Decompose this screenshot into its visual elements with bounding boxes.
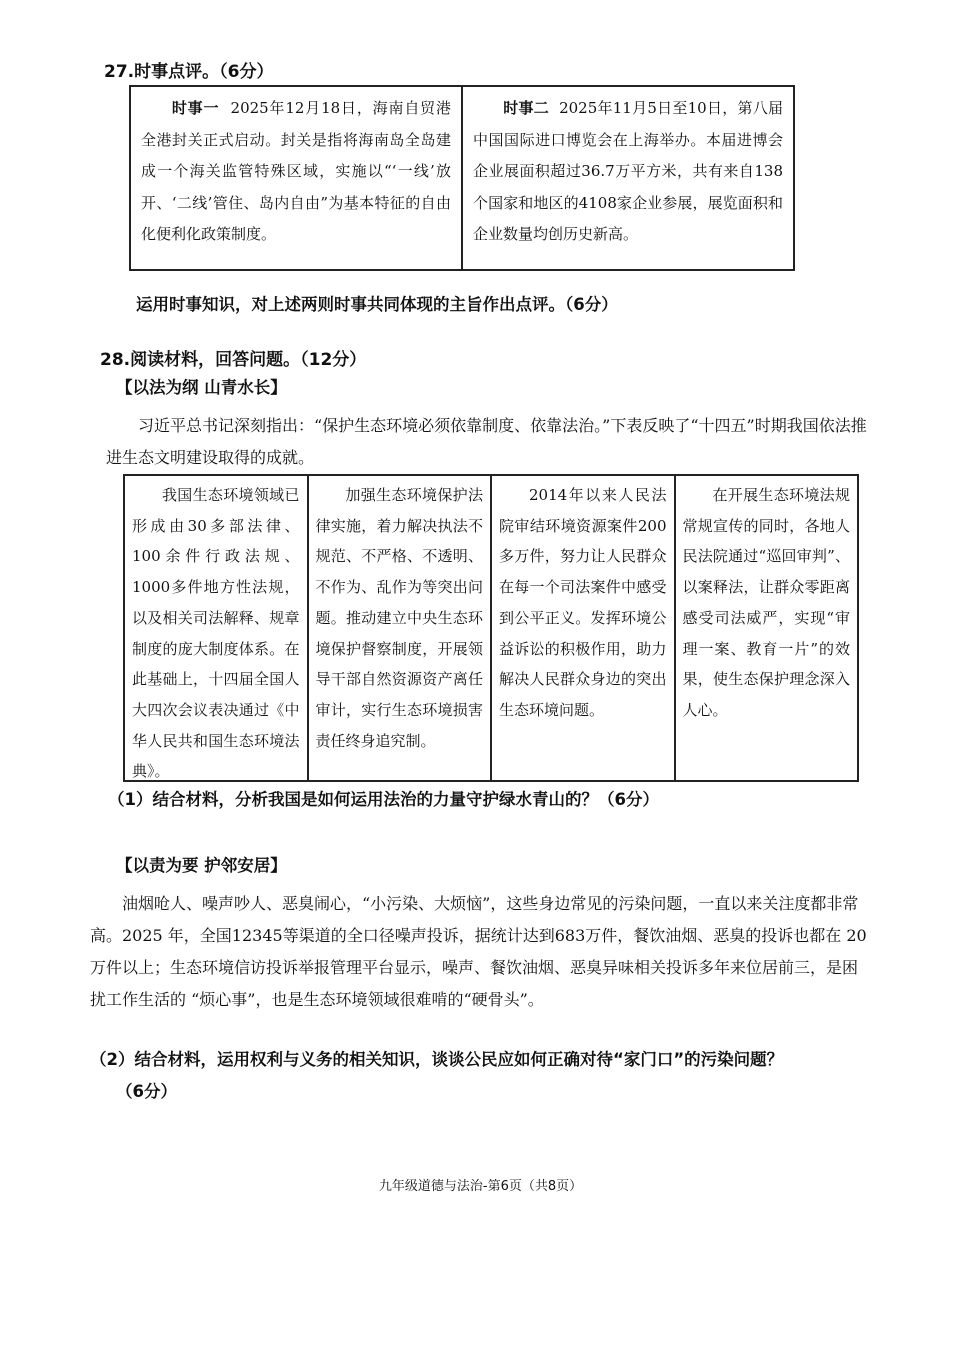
event-2-cell: [461, 87, 793, 269]
event-1-cell: [131, 87, 461, 269]
q28-title: 28.阅读材料，回答问题。（12分）: [100, 350, 367, 370]
sub-question-2-line2: （6分）: [116, 1082, 177, 1101]
section-1-title: 【以法为纲 山青水长】: [116, 378, 287, 397]
event-1-label: 时事一: [171, 99, 220, 117]
section-2-title: 【以责为要 护邻安居】: [116, 856, 287, 875]
q27-title: 27.时事点评。（6分）: [104, 62, 274, 82]
sub-question-2-line1: （2）结合材料，运用权利与义务的相关知识，谈谈公民应如何正确对待“家门口”的污染问题？: [90, 1050, 784, 1069]
event-2-text: 2025年11月5日至10日，第八届中国国际进口博览会在上海举办。本届进博会企业展面积超过36.7万平方米，共有来自138个国家和地区的4108家企业参展，展览面积和企业数量均创历史新高。: [473, 99, 783, 243]
achievement-cell-1: 我国生态环境领域已形成由30多部法律、100余件行政法规、1000多件地方性法规，以及相关司法解释、规章制度的庞大制度体系。在此基础上，十四届全国人大四次会议表决通过《中华人民共和国生态环境法典》。: [132, 486, 300, 781]
page-footer: 九年级道德与法治-第6页（共8页）: [378, 1179, 583, 1194]
sub-question-1: （1）结合材料，分析我国是如何运用法治的力量守护绿水青山的？（6分）: [108, 790, 659, 809]
achievement-cell-4: 在开展生态环境法规常规宣传的同时，各地人民法院通过“巡回审判”、以案释法，让群众零距离感受司法威严，实现“审理一案、教育一片”的效果，使生态保护理念深入人心。: [674, 476, 858, 780]
q27-events-table: [129, 85, 795, 271]
sub-question-2: [90, 1046, 890, 1102]
section-2-text: 油烟呛人、噪声吵人、恶臭闹心，“小污染、大烦恼”，这些身边常见的污染问题，一直以来关注度都非常高。2025 年，全国12345等渠道的全口径噪声投诉，据统计达到683万件，餐饮油烟、恶臭的投诉也都在 20 万件以上；生态环境信访投诉举报管理平台显示，噪声、餐饮油烟、恶臭异味相关投诉多年来位居前三，是困扰工作生活的 “烦心事”，也是生态环境领域很难啃的“硬骨头”。: [90, 894, 867, 1009]
event-2-label: 时事二: [503, 99, 550, 117]
section-1-intro: 习近平总书记深刻指出：“保护生态环境必须依靠制度、依靠法治。”下表反映了“十四五”时期我国依法推进生态文明建设取得的成就。: [106, 416, 867, 467]
q28-achievements-table: [123, 474, 859, 782]
achievement-cell-3: 2014年以来人民法院审结环境资源案件200多万件，努力让人民群众在每一个司法案件中感受到公平正义。发挥环境公益诉讼的积极作用，助力解决人民群众身边的突出生态环境问题。: [490, 476, 674, 780]
achievement-cell-2: 加强生态环境保护法律实施，着力解决执法不规范、不严格、不透明、不作为、乱作为等突出问题。推动建立中央生态环境保护督察制度，开展领导干部自然资源资产离任审计，实行生态环境损害责任终身追究制。: [307, 476, 491, 780]
q27-question: 运用时事知识，对上述两则时事共同体现的主旨作出点评。（6分）: [136, 295, 618, 314]
event-1-text: 2025年12月18日，海南自贸港全港封关正式启动。封关是指将海南岛全岛建成一个海关监管特殊区域，实施以“‘一线’放开、‘二线’管住、岛内自由”为基本特征的自由化便利化政策制度。: [141, 99, 451, 243]
